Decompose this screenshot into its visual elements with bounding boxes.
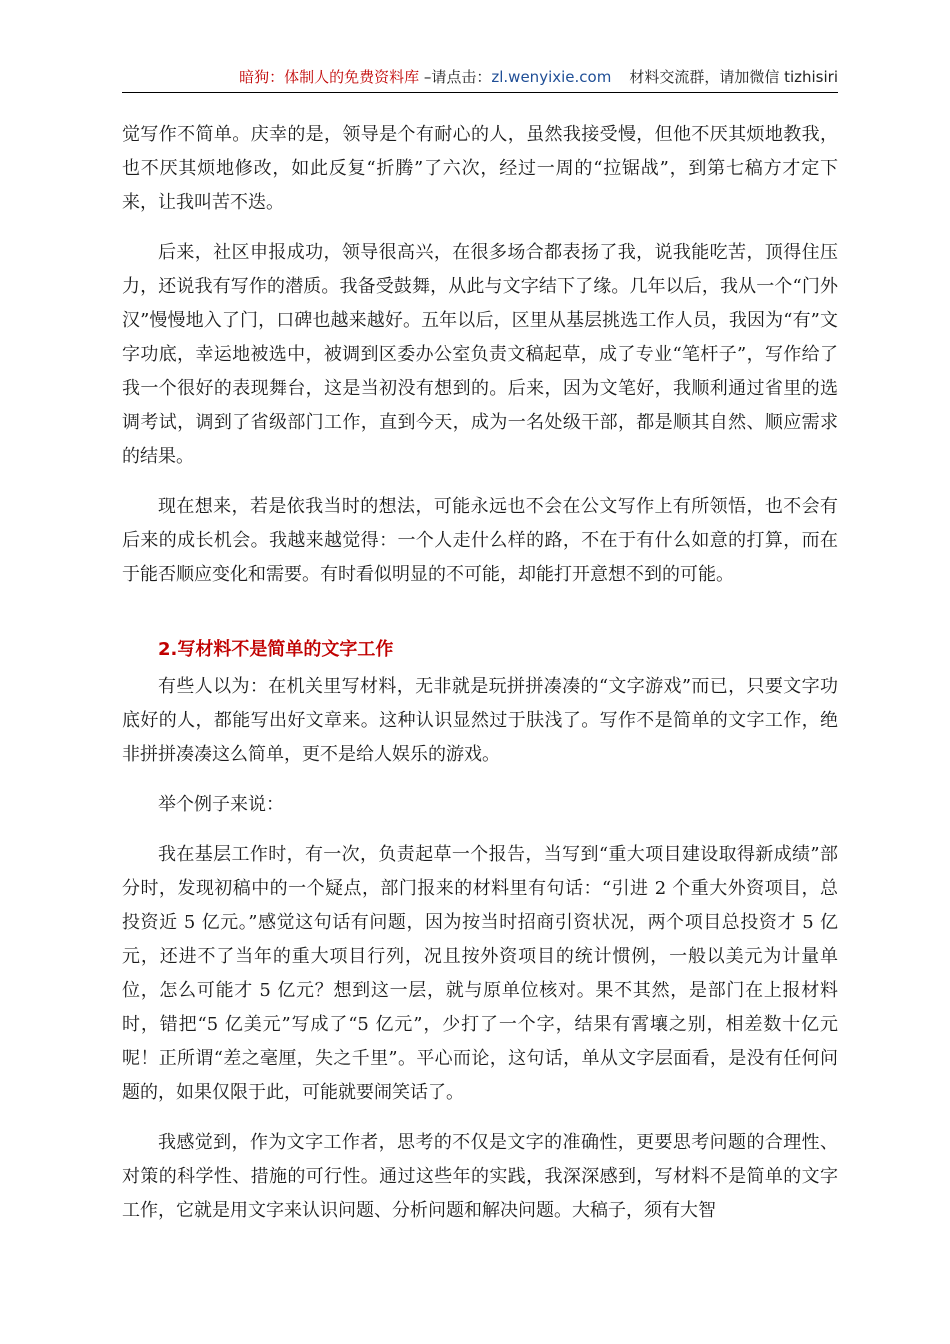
header-contact: 材料交流群，请加微信 tizhisiri — [629, 68, 838, 86]
paragraph: 觉写作不简单。庆幸的是，领导是个有耐心的人，虽然我接受慢，但他不厌其烦地教我，也不厌其烦地修改，如此反复“折腾”了六次，经过一周的“拉锯战”，到第七稿方才定下来，让我叫苦不迭。 — [122, 124, 838, 213]
section-heading: 2.写材料不是简单的文字工作 — [158, 639, 394, 660]
paragraph: 我在基层工作时，有一次，负责起草一个报告，当写到“重大项目建设取得新成绩”部分时，发现初稿中的一个疑点，部门报来的材料里有句话：“引进 2 个重大外资项目，总投资近 5 亿元。”感觉这句话有问题，因为按当时招商引资状况，两个项目总投资才 5 亿元，还进不了当年的重大项目行列，况且按外资项目的统计惯例，一般以美元为计量单位，怎么可能才 5 亿元？想到这一层，就与原单位核对。果不其然，是部门在上报材料时，错把“5 亿美元”写成了“5 亿元”，少打了一个字，结果有霄壤之别，相差数十亿元呢！正所谓“差之毫厘，失之千里”。平心而论，这句话，单从文字层面看，是没有任何问题的，如果仅限于此，可能就要闹笑话了。 — [122, 844, 838, 1103]
document-body — [122, 118, 838, 1244]
paragraph: 举个例子来说： — [158, 794, 284, 815]
paragraph: 有些人以为：在机关里写材料，无非就是玩拼拼凑凑的“文字游戏”而已，只要文字功底好的人，都能写出好文章来。这种认识显然过于肤浅了。写作不是简单的文字工作，绝非拼拼凑凑这么简单，更不是给人娱乐的游戏。 — [122, 676, 838, 765]
header-brand: 暗狗：体制人的免费资料库 — [239, 68, 420, 86]
paragraph: 我感觉到，作为文字工作者，思考的不仅是文字的准确性，更要思考问题的合理性、对策的科学性、措施的可行性。通过这些年的实践，我深深感到，写材料不是简单的文字工作，它就是用文字来认识问题、分析问题和解决问题。大稿子，须有大智 — [122, 1132, 838, 1221]
page-header — [122, 66, 838, 93]
header-prompt: –请点击： — [419, 68, 492, 86]
paragraph: 现在想来，若是依我当时的想法，可能永远也不会在公文写作上有所领悟，也不会有后来的成长机会。我越来越觉得：一个人走什么样的路，不在于有什么如意的打算，而在于能否顺应变化和需要。有时看似明显的不可能，却能打开意想不到的可能。 — [122, 496, 838, 585]
header-link[interactable]: zl.wenyixie.com — [491, 68, 612, 86]
paragraph: 后来，社区申报成功，领导很高兴，在很多场合都表扬了我，说我能吃苦，顶得住压力，还说我有写作的潜质。我备受鼓舞，从此与文字结下了缘。几年以后，我从一个“门外汉”慢慢地入了门，口碑也越来越好。五年以后，区里从基层挑选工作人员，我因为“有”文字功底，幸运地被选中，被调到区委办公室负责文稿起草，成了专业“笔杆子”，写作给了我一个很好的表现舞台，这是当初没有想到的。后来，因为文笔好，我顺利通过省里的选调考试，调到了省级部门工作，直到今天，成为一名处级干部，都是顺其自然、顺应需求的结果。 — [122, 242, 838, 467]
